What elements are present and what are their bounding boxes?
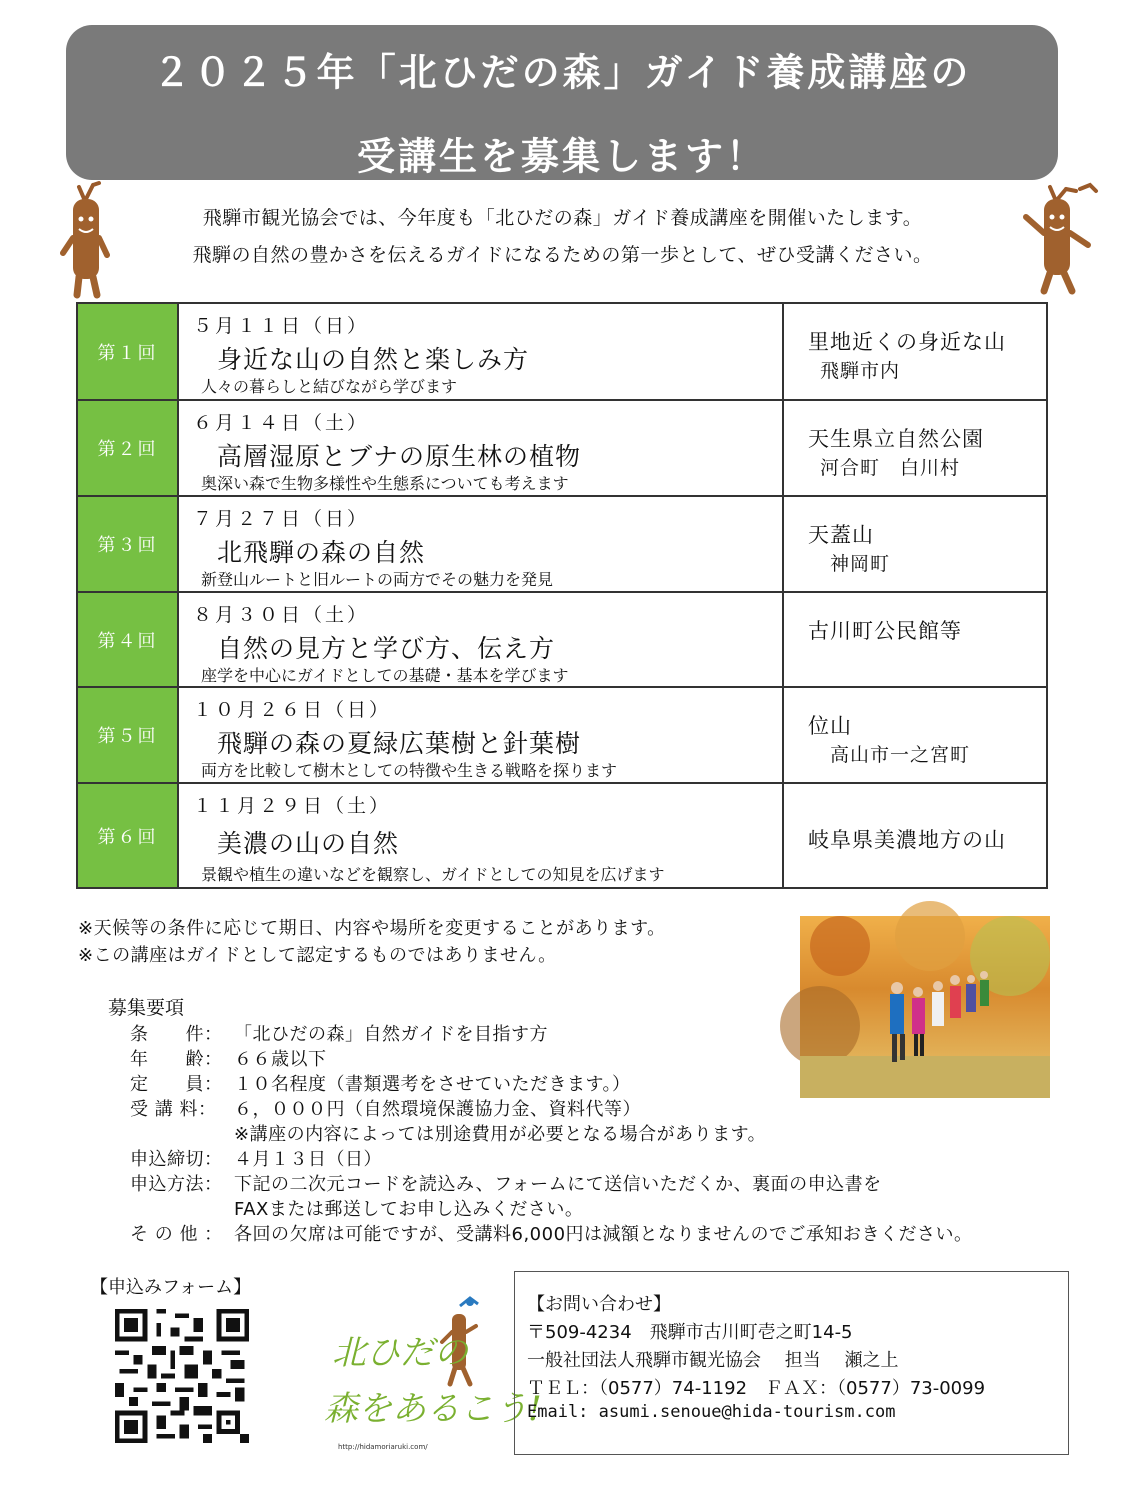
schedule-row: [78, 784, 1046, 887]
session-desc: 奥深い森で生物多様性や生態系についても考えます: [201, 474, 569, 493]
mascot-logo-icon: [320, 1292, 542, 1457]
session-desc: 新登山ルートと旧ルートの両方でその魅力を発見: [201, 570, 554, 589]
logo-text-1: 北ひだの: [332, 1333, 468, 1373]
notes: [78, 915, 666, 969]
note-line2: ※この講座はガイドとして認定するものではありません。: [78, 945, 557, 966]
mascot-left-icon: [55, 183, 125, 298]
session-venue: 里地近くの身近な山: [808, 330, 1006, 354]
application-form-label: 【申込みフォーム】: [90, 1277, 252, 1298]
contact-title: 【お問い合わせ】: [527, 1294, 671, 1315]
session-venue: 天蓋山: [808, 523, 874, 547]
schedule-row: [78, 497, 1046, 593]
session-area: 飛騨市内: [820, 360, 901, 382]
schedule-row: [78, 593, 1046, 688]
session-date: ５月１１日（日）: [193, 315, 370, 337]
note-line1: ※天候等の条件に応じて期日、内容や場所を変更することがあります。: [78, 918, 666, 939]
requirements-title: 募集要項: [108, 997, 185, 1019]
session-date: ７月２７日（日）: [193, 508, 370, 530]
session-venue: 岐阜県美濃地方の山: [808, 828, 1006, 852]
schedule-row: [78, 401, 1046, 497]
mascot-right-icon: [1016, 183, 1101, 295]
schedule-row: [78, 688, 1046, 784]
session-date: １１月２９日（土）: [193, 795, 392, 817]
session-venue: 天生県立自然公園: [808, 427, 984, 451]
contact-org: 一般社団法人飛騨市観光協会 担当 瀬之上: [527, 1350, 899, 1371]
round-label: 第４回: [78, 593, 179, 686]
logo-url: http://hidamoriaruki.com/: [338, 1443, 428, 1451]
session-area: 高山市一之宮町: [830, 744, 971, 766]
session-desc: 座学を中心にガイドとしての基礎・基本を学びます: [201, 666, 569, 685]
contact-email[interactable]: Email: asumi.senoue@hida-tourism.com: [527, 1402, 896, 1422]
page-title-line1: ２０２５年「北ひだの森」ガイド養成講座の: [152, 50, 972, 95]
contact-box: [514, 1271, 1069, 1455]
contact-address: 〒509-4234 飛騨市古川町壱之町14-5: [527, 1322, 853, 1343]
intro-line2: 飛騨の自然の豊かさを伝えるガイドになるための第一歩として、ぜひ受講ください。: [192, 244, 933, 266]
round-label: 第５回: [78, 688, 179, 782]
intro-line1: 飛騨市観光協会では、今年度も「北ひだの森」ガイド養成講座を開催いたします。: [202, 207, 923, 229]
session-area: 神岡町: [830, 553, 891, 575]
session-date: ８月３０日（土）: [193, 604, 370, 626]
logo-text-2: 森をあるこう!: [324, 1389, 542, 1429]
qr-code-icon[interactable]: [115, 1308, 249, 1444]
session-title: 自然の見方と学び方、伝え方: [217, 634, 556, 663]
session-venue: 位山: [808, 714, 852, 738]
contact-tel-fax: ＴＥＬ：（0577）74-1192 ＦＡＸ：（0577）73-0099: [527, 1378, 986, 1399]
schedule-table: [76, 302, 1048, 889]
round-label: 第６回: [78, 784, 179, 887]
session-title: 飛騨の森の夏緑広葉樹と針葉樹: [217, 729, 582, 758]
session-title: 高層湿原とブナの原生林の植物: [217, 442, 582, 471]
title-banner: [66, 25, 1058, 180]
intro-text: [120, 200, 1005, 274]
round-label: 第３回: [78, 497, 179, 591]
hikers-photo: [800, 916, 1050, 1098]
session-venue: 古川町公民館等: [808, 619, 962, 643]
round-label: 第２回: [78, 401, 179, 495]
session-desc: 景観や植生の違いなどを観察し、ガイドとしての知見を広げます: [201, 865, 665, 884]
session-desc: 人々の暮らしと結びながら学びます: [201, 377, 458, 396]
session-area: 河合町 白川村: [820, 457, 961, 479]
schedule-row: [78, 304, 1046, 401]
session-desc: 両方を比較して樹木としての特徴や生きる戦略を探ります: [201, 761, 618, 780]
session-date: ６月１４日（土）: [193, 412, 370, 434]
round-label: 第１回: [78, 304, 179, 399]
session-date: １０月２６日（日）: [193, 699, 392, 721]
page-title-line2: 受講生を募集します！: [356, 134, 767, 179]
session-title: 北飛騨の森の自然: [217, 538, 426, 567]
hidamori-logo: [320, 1292, 542, 1457]
session-title: 美濃の山の自然: [217, 829, 400, 858]
session-title: 身近な山の自然と楽しみ方: [217, 345, 530, 374]
